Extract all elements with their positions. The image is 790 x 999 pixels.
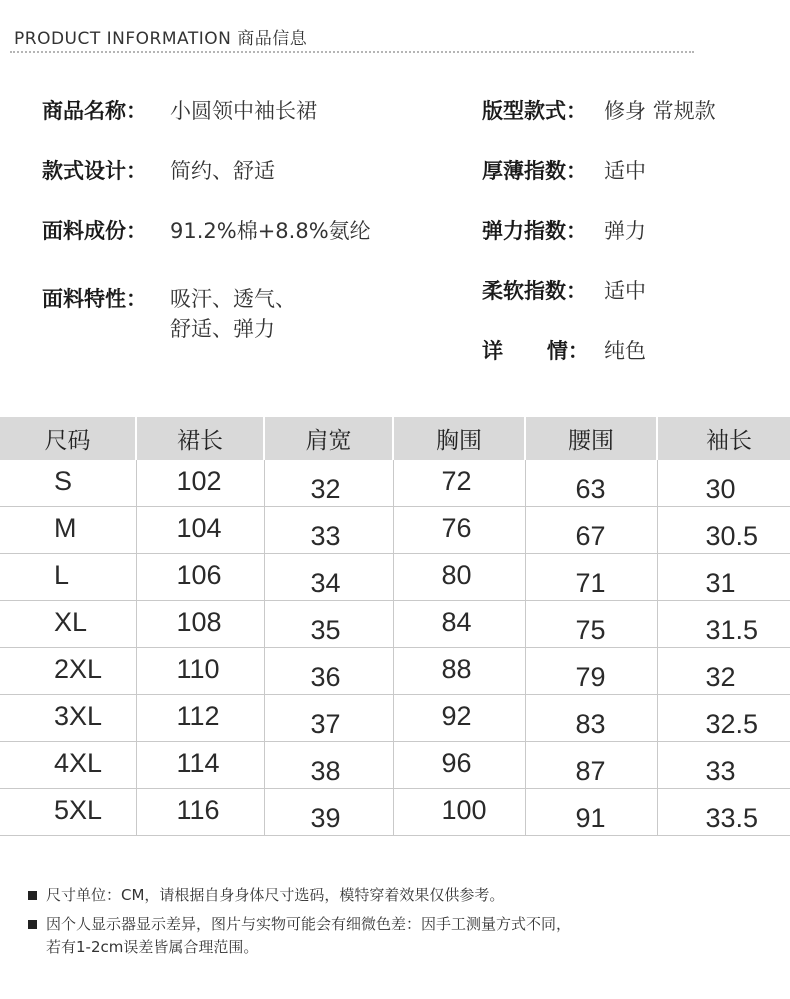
info-value [170,284,296,344]
cell-text: 106 [176,559,222,590]
cell-text: 116 [176,794,220,825]
size-table-header-row [0,417,790,460]
cell-text: 32.5 [705,708,759,739]
cell-text: 37 [310,708,341,739]
measurement-cell [264,601,393,648]
info-value-line: 吸汗、透气、 [170,287,296,311]
info-value-line: 舒适、弹力 [170,317,275,341]
measurement-cell [525,789,657,836]
cell-text: 110 [176,653,220,684]
info-label: 厚薄指数： [482,159,587,183]
measurement-cell [136,695,264,742]
cell-text: 87 [575,755,606,786]
info-value-line: 纯色 [604,339,646,363]
size-label-cell [0,695,136,742]
measurement-cell [657,460,790,507]
size-label-cell [0,742,136,789]
cell-text: 2XL [54,653,103,684]
note-line: 因个人显示器显示差异，图片与实物可能会有细微色差：因手工测量方式不同， [46,915,572,933]
info-label: 详 情： [482,339,589,363]
info-value-line: 91.2%棉+8.8%氨纶 [170,219,371,243]
info-label: 面料成份： [42,219,147,243]
measurement-cell [393,742,525,789]
info-item [42,284,296,344]
cell-text: 31 [705,567,736,598]
cell-text: 102 [176,465,222,496]
info-item [482,276,646,306]
cell-text: 35 [310,614,341,645]
info-value [170,216,371,246]
notes-section [28,884,768,965]
note-item [28,913,768,959]
measurement-cell [136,460,264,507]
cell-text: 83 [575,708,606,739]
info-label: 面料特性： [42,287,147,311]
measurement-cell [657,554,790,601]
info-value [170,156,275,186]
measurement-cell [393,507,525,554]
cell-text: 33.5 [705,802,759,833]
info-value-line: 修身 常规款 [604,99,716,123]
measurement-cell [525,554,657,601]
measurement-cell [657,648,790,695]
info-label: 款式设计： [42,159,147,183]
measurement-cell [525,460,657,507]
cell-text: 39 [310,802,341,833]
measurement-cell [525,742,657,789]
cell-text: 79 [575,661,606,692]
measurement-cell [136,742,264,789]
measurement-cell [264,789,393,836]
table-row [0,742,790,789]
cell-text: M [54,512,77,543]
measurement-cell [657,695,790,742]
info-label: 弹力指数： [482,219,587,243]
measurement-cell [393,695,525,742]
dotted-divider [10,51,694,53]
info-item [42,156,275,186]
cell-text: 30 [705,473,736,504]
cell-text: 108 [176,606,222,637]
cell-text: 71 [575,567,606,598]
measurement-cell [657,601,790,648]
cell-text: 30.5 [705,520,759,551]
cell-text: 76 [441,512,472,543]
info-value-line: 小圆领中袖长裙 [170,99,317,123]
cell-text: 75 [575,614,606,645]
measurement-cell [657,507,790,554]
info-value-line: 简约、舒适 [170,159,275,183]
cell-text: 3XL [54,700,103,731]
info-label: 柔软指数： [482,279,587,303]
table-row [0,554,790,601]
measurement-cell [525,695,657,742]
measurement-cell [393,789,525,836]
size-label-cell [0,648,136,695]
info-value-line: 弹力 [604,219,646,243]
info-label: 版型款式： [482,99,587,123]
size-label-cell [0,507,136,554]
info-item [42,96,317,126]
table-row [0,601,790,648]
table-row [0,789,790,836]
header-shoulder: 肩宽 [264,417,393,460]
cell-text: 33 [310,520,341,551]
cell-text: 80 [441,559,472,590]
cell-text: 33 [705,755,736,786]
table-row [0,507,790,554]
section-title: PRODUCT INFORMATION 商品信息 [14,29,308,49]
measurement-cell [264,460,393,507]
cell-text: XL [54,606,88,637]
info-item [482,96,716,126]
info-item [482,216,646,246]
header-waist: 腰围 [525,417,657,460]
cell-text: 84 [441,606,472,637]
measurement-cell [136,648,264,695]
info-value-line: 适中 [604,279,646,303]
table-row [0,648,790,695]
size-label-cell [0,601,136,648]
measurement-cell [393,601,525,648]
info-value [604,156,646,186]
measurement-cell [657,789,790,836]
note-line: 尺寸单位：CM，请根据自身身体尺寸选码，模特穿着效果仅供参考。 [46,886,505,904]
info-value [170,96,317,126]
cell-text: 34 [310,567,341,598]
measurement-cell [525,507,657,554]
cell-text: 92 [441,700,472,731]
square-bullet-icon [28,891,37,900]
cell-text: 5XL [54,794,103,825]
cell-text: 100 [441,794,487,825]
header-size: 尺码 [0,417,136,460]
info-item [482,336,646,366]
measurement-cell [136,507,264,554]
measurement-cell [264,648,393,695]
measurement-cell [657,742,790,789]
info-label: 商品名称： [42,99,147,123]
measurement-cell [264,695,393,742]
measurement-cell [525,601,657,648]
measurement-cell [136,789,264,836]
info-value [604,96,716,126]
cell-text: 36 [310,661,341,692]
cell-text: 4XL [54,747,103,778]
size-label-cell [0,789,136,836]
info-value [604,276,646,306]
measurement-cell [393,648,525,695]
cell-text: 32 [705,661,736,692]
note-item [28,884,768,907]
header-sleeve: 袖长 [657,417,790,460]
table-row [0,460,790,507]
cell-text: 32 [310,473,341,504]
measurement-cell [264,742,393,789]
cell-text: S [54,465,73,496]
info-item [42,216,371,246]
info-value [604,336,646,366]
cell-text: 104 [176,512,222,543]
cell-text: 114 [176,747,220,778]
info-value-line: 适中 [604,159,646,183]
cell-text: 88 [441,653,472,684]
cell-text: 67 [575,520,606,551]
note-line: 若有1-2cm误差皆属合理范围。 [46,938,259,956]
cell-text: 112 [176,700,220,731]
header-bust: 胸围 [393,417,525,460]
size-label-cell [0,554,136,601]
measurement-cell [393,554,525,601]
measurement-cell [393,460,525,507]
measurement-cell [264,554,393,601]
cell-text: 38 [310,755,341,786]
measurement-cell [525,648,657,695]
square-bullet-icon [28,920,37,929]
size-table [0,417,790,836]
cell-text: L [54,559,70,590]
measurement-cell [136,601,264,648]
cell-text: 63 [575,473,606,504]
cell-text: 31.5 [705,614,759,645]
cell-text: 96 [441,747,472,778]
size-label-cell [0,460,136,507]
measurement-cell [136,554,264,601]
measurement-cell [264,507,393,554]
cell-text: 72 [441,465,472,496]
table-row [0,695,790,742]
cell-text: 91 [575,802,606,833]
info-item [482,156,646,186]
info-value [604,216,646,246]
header-dress-length: 裙长 [136,417,264,460]
